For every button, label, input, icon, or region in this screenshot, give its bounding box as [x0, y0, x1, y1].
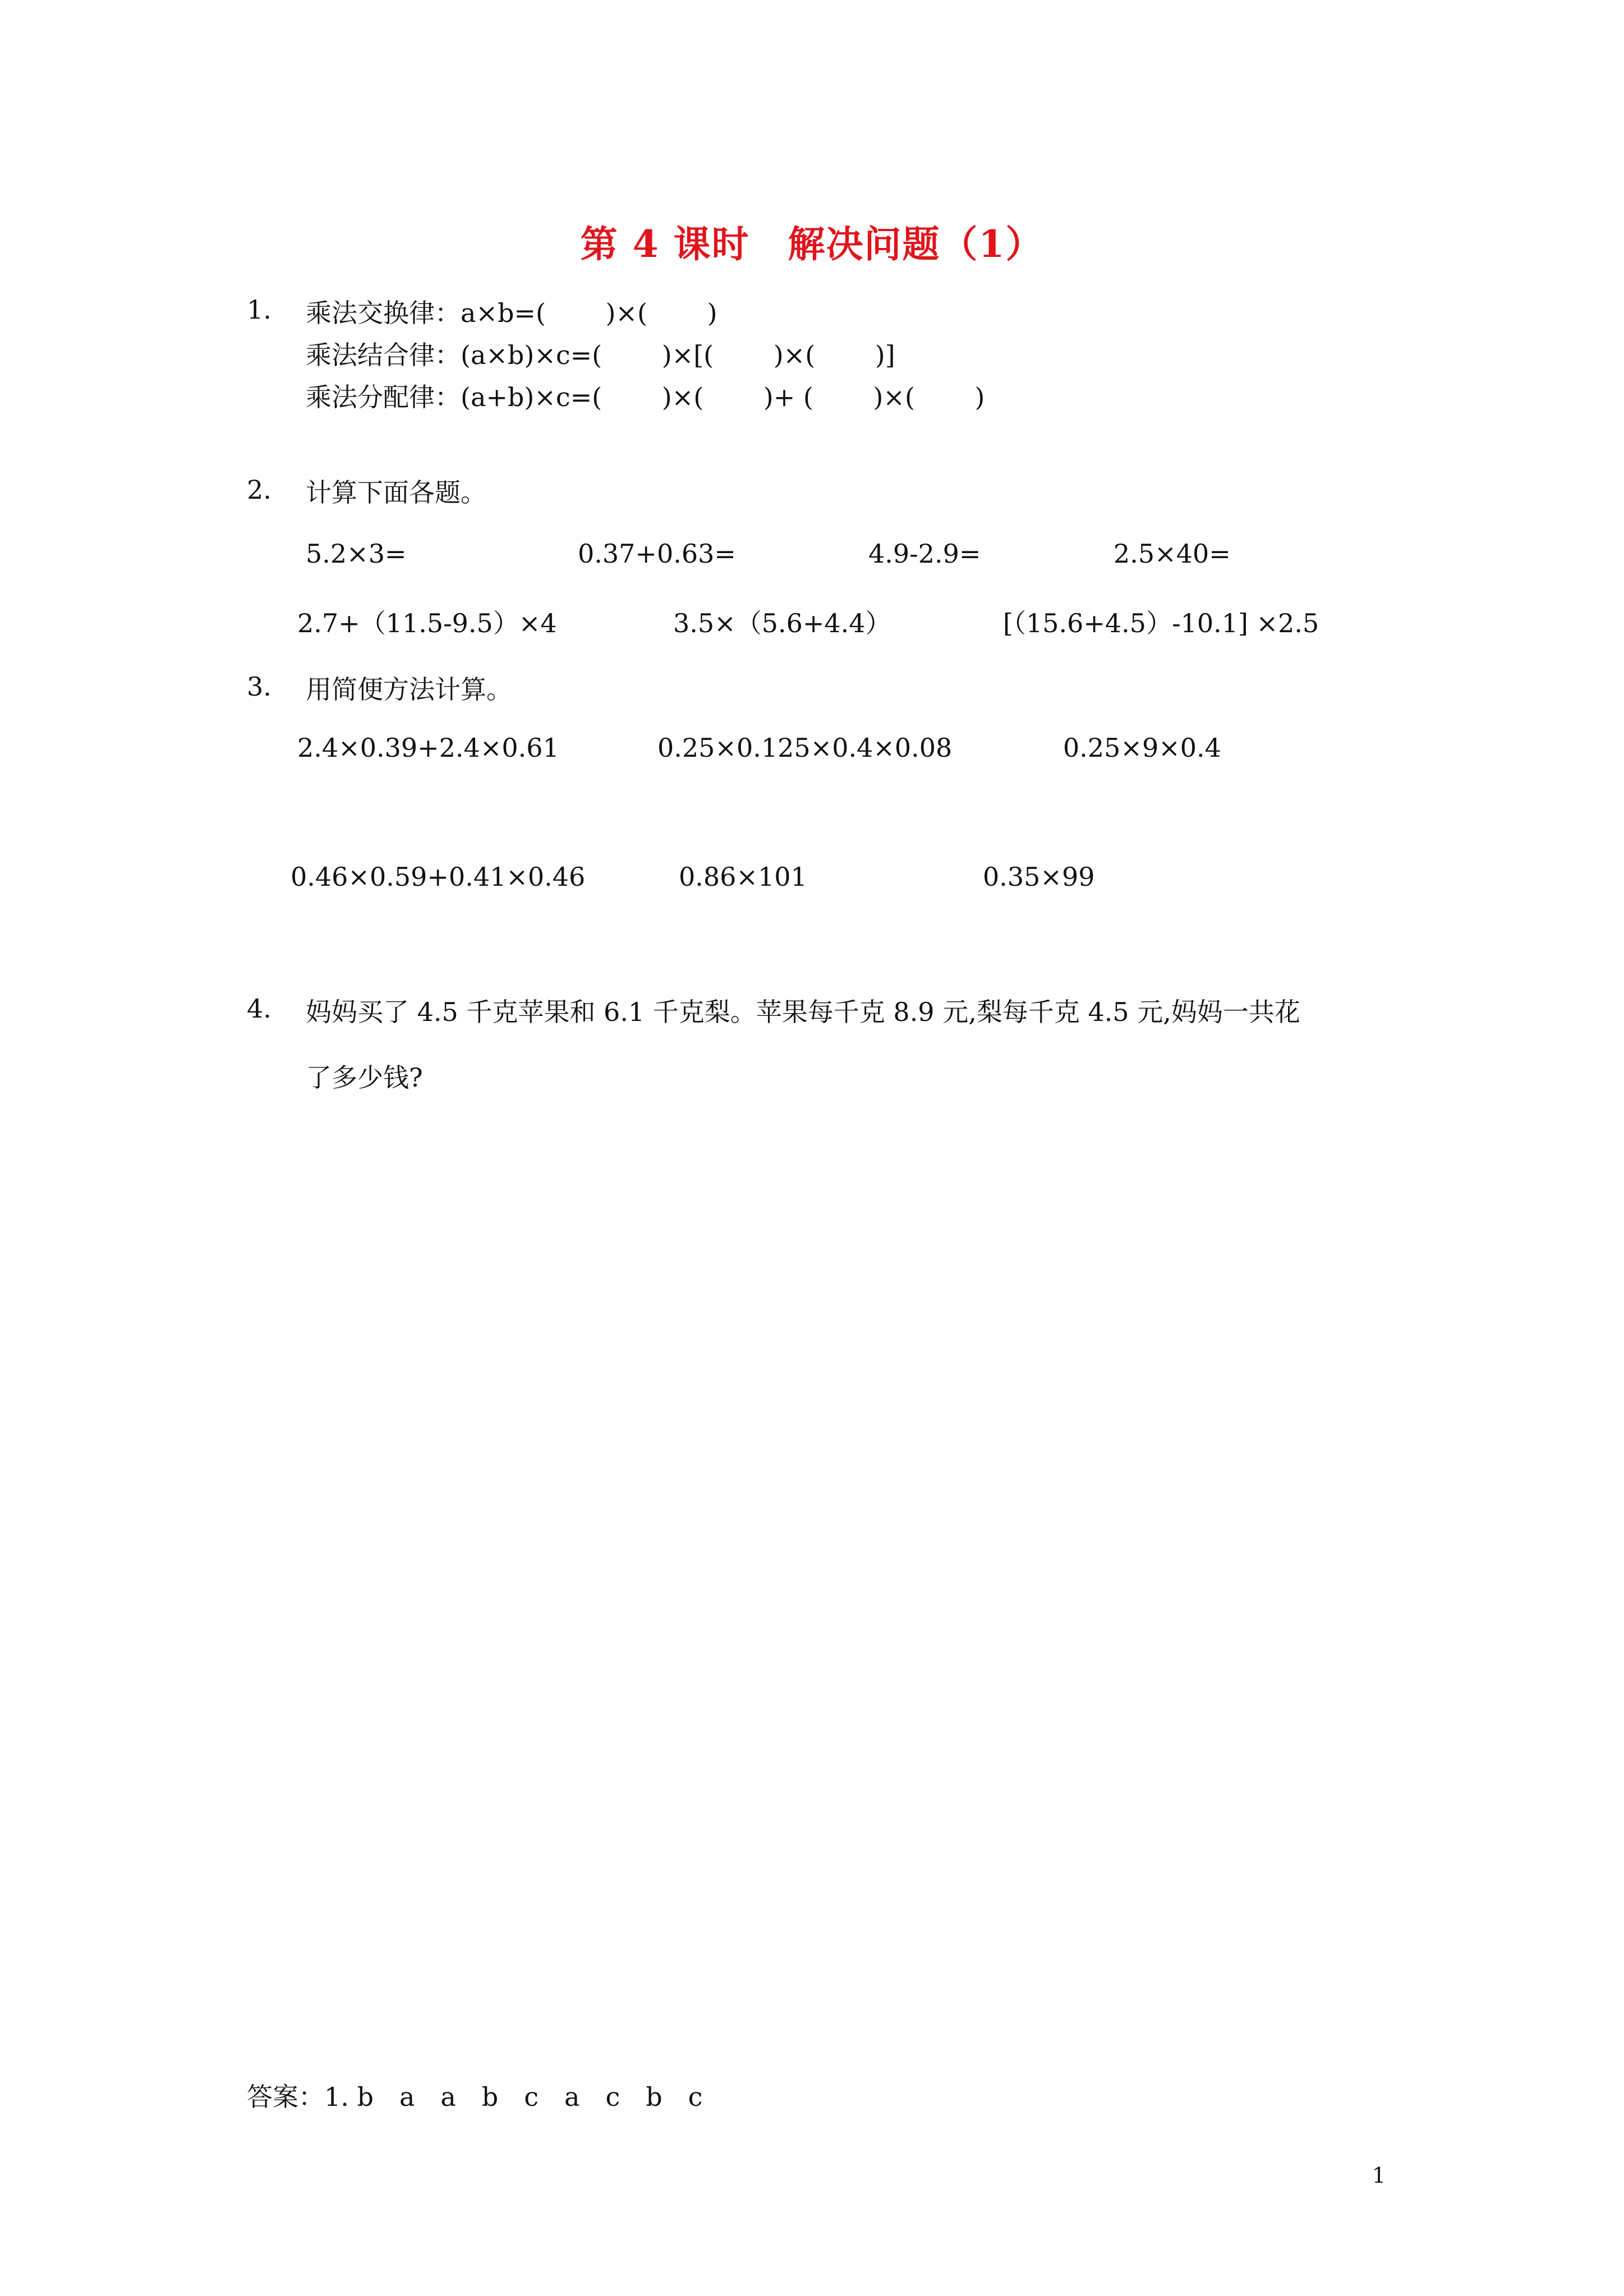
- q2-expr-1: 5.2×3=: [306, 539, 407, 569]
- q2-number: 2.: [247, 475, 272, 505]
- q1-line-commutative: 乘法交换律：a×b=( )×( ): [306, 298, 717, 328]
- q1-line-associative: 乘法结合律：(a×b)×c=( )×[( )×( )]: [306, 340, 895, 370]
- q3-number: 3.: [247, 671, 272, 702]
- q2-expr-4: 2.5×40=: [1114, 539, 1231, 569]
- q4-number: 4.: [247, 993, 272, 1024]
- q4-text-line2: 了多少钱?: [306, 1062, 423, 1093]
- q2-expr-3: 4.9-2.9=: [868, 539, 981, 569]
- q3-expr-6: 0.35×99: [983, 862, 1095, 892]
- q2-expr-5: 2.7+（11.5-9.5）×4: [297, 608, 557, 638]
- page-title: 第 4 课时 解决问题（1）: [580, 222, 1044, 266]
- q3-instruction: 用简便方法计算。: [306, 674, 512, 705]
- q3-expr-4: 0.46×0.59+0.41×0.46: [291, 862, 586, 892]
- q2-expr-7: [（15.6+4.5）-10.1] ×2.5: [1003, 608, 1319, 638]
- q4-text-line1: 妈妈买了 4.5 千克苹果和 6.1 千克梨。苹果每千克 8.9 元,梨每千克 4.5 元,妈妈一共花: [306, 997, 1300, 1027]
- q3-expr-3: 0.25×9×0.4: [1063, 733, 1221, 763]
- q1-line-distributive: 乘法分配律：(a+b)×c=( )×( )+ ( )×( ): [306, 382, 985, 412]
- answer-key: 答案：1. b a a b c a c b c: [247, 2082, 703, 2112]
- page-number: 1: [1372, 2163, 1386, 2188]
- q2-expr-2: 0.37+0.63=: [578, 539, 736, 569]
- q2-instruction: 计算下面各题。: [306, 477, 486, 508]
- q3-expr-5: 0.86×101: [679, 862, 807, 892]
- q3-expr-2: 0.25×0.125×0.4×0.08: [657, 733, 953, 763]
- q2-expr-6: 3.5×（5.6+4.4）: [673, 608, 891, 638]
- q1-number: 1.: [247, 295, 272, 325]
- q3-expr-1: 2.4×0.39+2.4×0.61: [297, 733, 559, 763]
